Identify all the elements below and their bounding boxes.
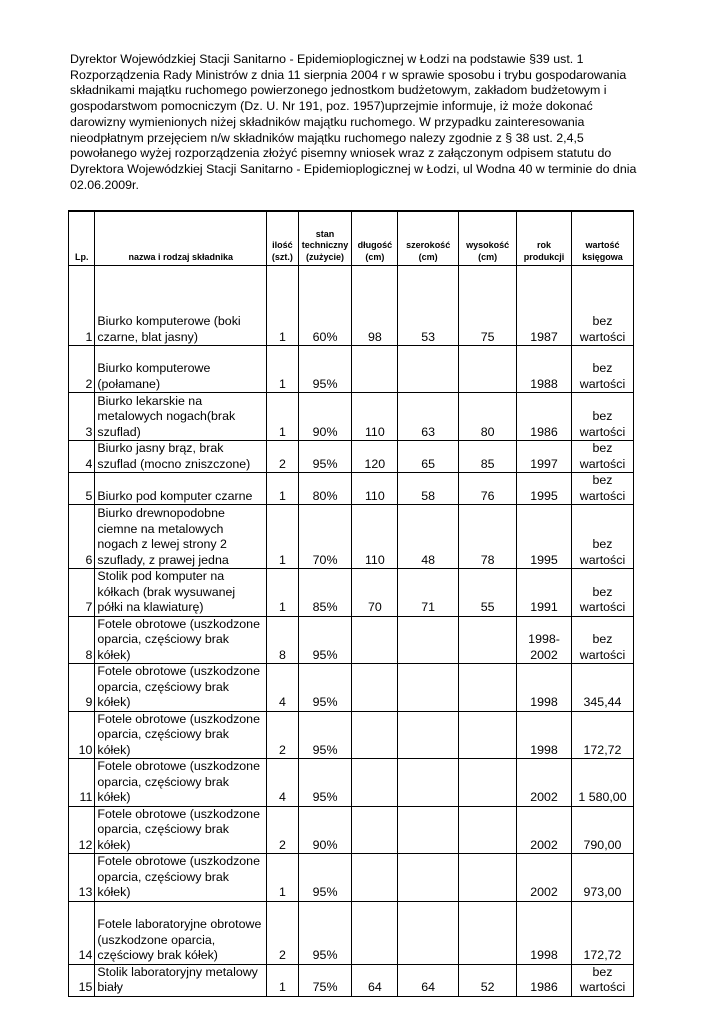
row-name-line: metalowych nogach(brak <box>97 409 236 423</box>
row-length <box>352 759 398 807</box>
row-condition: 80% <box>298 473 352 505</box>
row-name-line: Biurko komputerowe <box>97 361 211 375</box>
row-year-line: 2002 <box>530 837 558 852</box>
header-line: księgowa <box>582 251 623 262</box>
row-value: 172,72 <box>571 711 633 759</box>
table-row <box>69 854 634 902</box>
row-value: bez wartości <box>571 441 633 473</box>
row-name-line: ciemne na metalowych <box>97 521 224 536</box>
row-year <box>517 266 572 346</box>
row-value: 345,44 <box>571 664 633 712</box>
row-lp: 1 <box>69 266 95 346</box>
row-name-line: szuflady, z prawej jedna <box>97 552 229 567</box>
table-header-row <box>69 211 634 266</box>
row-length <box>352 806 398 854</box>
row-year-line: 1995 <box>530 552 558 567</box>
row-width <box>398 664 459 712</box>
row-height <box>459 854 517 902</box>
row-year <box>517 441 572 473</box>
row-condition: 95% <box>298 664 352 712</box>
table-row <box>69 901 634 964</box>
row-name-line: Biurko jasny brąz, brak <box>97 441 224 455</box>
row-qty: 1 <box>267 473 299 505</box>
header-name: nazwa i rodzaj składnika <box>95 211 267 266</box>
row-length <box>352 711 398 759</box>
row-lp: 15 <box>69 964 95 996</box>
row-year-line: 2002 <box>530 790 558 804</box>
table-row <box>69 711 634 759</box>
row-width: 48 <box>398 505 459 569</box>
row-name <box>95 473 267 505</box>
row-condition: 90% <box>298 806 352 854</box>
row-lp: 12 <box>69 806 95 854</box>
row-lp: 11 <box>69 759 95 807</box>
header-line: ilość <box>272 240 293 250</box>
row-year-line: 1998- <box>528 632 560 646</box>
row-qty: 1 <box>267 964 299 996</box>
row-name-line: częściowy brak kółek) <box>97 948 218 962</box>
row-name <box>95 711 267 759</box>
table-row <box>69 393 634 441</box>
row-name <box>95 346 267 393</box>
row-name <box>95 393 267 441</box>
row-length: 98 <box>352 266 398 346</box>
row-year <box>517 346 572 393</box>
row-year <box>517 569 572 617</box>
row-name-line: kółek) <box>97 647 131 662</box>
row-name-line: Fotele obrotowe (uszkodzone <box>97 854 260 868</box>
header-line: (cm) <box>365 251 385 262</box>
row-width <box>398 806 459 854</box>
row-name-line: Biurko drewnopodobne <box>97 506 225 520</box>
row-year-line: 1988 <box>530 376 558 391</box>
row-length: 110 <box>352 505 398 569</box>
row-length <box>352 346 398 393</box>
row-width: 63 <box>398 393 459 441</box>
row-height <box>459 901 517 964</box>
row-length: 64 <box>352 964 398 996</box>
inventory-table <box>68 210 634 997</box>
row-name-line: czarne, blat jasny) <box>97 329 198 344</box>
row-name-line: Fotele obrotowe (uszkodzone <box>97 806 260 821</box>
row-condition: 95% <box>298 346 352 393</box>
header-line: stan <box>315 228 335 239</box>
header-qty <box>267 211 299 266</box>
row-qty: 1 <box>267 346 299 393</box>
row-qty: 1 <box>267 569 299 617</box>
row-name-line: Biurko komputerowe (boki <box>97 314 241 328</box>
row-year-line: 1998 <box>530 695 558 709</box>
table-row <box>69 964 634 996</box>
intro-line: Rozporządzenia Rady Ministrów z dnia 11 sierpnia 2004 r w sprawie sposobu i trybu gospodarowania <box>70 67 627 82</box>
header-lp: Lp. <box>69 211 95 266</box>
row-year-line: 1991 <box>530 600 558 614</box>
row-value: 790,00 <box>571 806 633 854</box>
header-length <box>352 211 398 266</box>
row-qty: 1 <box>267 505 299 569</box>
row-condition: 95% <box>298 441 352 473</box>
table-row <box>69 441 634 473</box>
row-length: 110 <box>352 393 398 441</box>
row-year <box>517 806 572 854</box>
row-width <box>398 759 459 807</box>
row-condition: 60% <box>298 266 352 346</box>
row-qty: 8 <box>267 616 299 664</box>
row-name-line: (uszkodzone oparcia, <box>97 932 216 947</box>
table-row <box>69 806 634 854</box>
row-year <box>517 616 572 664</box>
row-condition: 95% <box>298 711 352 759</box>
row-qty: 2 <box>267 901 299 964</box>
row-lp: 3 <box>69 393 95 441</box>
row-condition: 95% <box>298 616 352 664</box>
row-year <box>517 664 572 712</box>
row-year <box>517 964 572 996</box>
row-value: bez wartości <box>571 569 633 617</box>
row-year-line: 2002 <box>530 885 558 899</box>
row-qty: 4 <box>267 759 299 807</box>
row-year-line: 1997 <box>530 456 558 471</box>
row-length <box>352 664 398 712</box>
intro-line: Dyrektor Wojewódzkiej Stacji Sanitarno - Epidemioplogicznej w Łodzi na podstawie §39 ust. 1 <box>70 52 584 66</box>
row-name <box>95 854 267 902</box>
row-name-line: oparcia, częściowy brak <box>97 632 229 646</box>
row-name-line: Biurko pod komputer czarne <box>97 488 253 503</box>
row-lp: 2 <box>69 346 95 393</box>
row-name-line: kółek) <box>97 742 131 757</box>
row-name <box>95 759 267 807</box>
row-qty: 1 <box>267 854 299 902</box>
row-year <box>517 759 572 807</box>
row-lp: 6 <box>69 505 95 569</box>
row-year <box>517 473 572 505</box>
row-name-line: biały <box>97 980 123 994</box>
header-line: szerokość <box>406 240 451 250</box>
header-line: techniczny <box>301 240 349 250</box>
table-row <box>69 473 634 505</box>
intro-line: gospodarstwom pomocniczym (Dz. U. Nr 191, poz. 1957)uprzejmie informuje, iż może dokonać <box>70 99 593 114</box>
row-height <box>459 616 517 664</box>
header-height <box>459 211 517 266</box>
row-name-line: Fotele laboratoryjne obrotowe <box>97 917 262 931</box>
row-name-line: Fotele obrotowe (uszkodzone <box>97 664 260 678</box>
row-width: 58 <box>398 473 459 505</box>
row-name-line: półki na klawiaturę) <box>97 600 204 614</box>
row-width <box>398 711 459 759</box>
row-length: 110 <box>352 473 398 505</box>
intro-line: Dyrektora Wojewódzkiej Stacji Sanitarno - Epidemioplogicznej w Łodzi, ul Wodna 40 w terminie do dnia <box>70 161 637 176</box>
header-condition <box>298 211 352 266</box>
row-name-line: szuflad) <box>97 424 141 439</box>
header-year <box>517 211 572 266</box>
row-name-line: kółkach (brak wysuwanej <box>97 584 236 599</box>
header-width <box>398 211 459 266</box>
table-row <box>69 664 634 712</box>
row-qty: 4 <box>267 664 299 712</box>
row-lp: 13 <box>69 854 95 902</box>
row-width: 64 <box>398 964 459 996</box>
row-value: bez wartości <box>571 473 633 505</box>
intro-line: powołanego wyżej rozporządzenia złożyć pisemny wniosek wraz z załączonym odpisem statutu do <box>70 146 612 161</box>
row-name <box>95 266 267 346</box>
row-name-line: kółek) <box>97 837 131 852</box>
row-value: bez wartości <box>571 346 633 393</box>
row-width: 71 <box>398 569 459 617</box>
table-row <box>69 616 634 664</box>
row-qty: 1 <box>267 266 299 346</box>
row-height <box>459 346 517 393</box>
row-year-line: 1986 <box>530 424 558 439</box>
row-year <box>517 901 572 964</box>
row-value: 1 580,00 <box>571 759 633 807</box>
row-lp: 9 <box>69 664 95 712</box>
row-name-line: Fotele obrotowe (uszkodzone <box>97 759 260 773</box>
row-year-line: 2002 <box>530 647 558 662</box>
row-length: 70 <box>352 569 398 617</box>
table-row <box>69 266 634 346</box>
row-name <box>95 505 267 569</box>
row-year <box>517 393 572 441</box>
intro-paragraph <box>70 52 650 193</box>
row-value: bez wartości <box>571 616 633 664</box>
header-line: długość <box>357 240 393 250</box>
row-width <box>398 616 459 664</box>
row-width <box>398 854 459 902</box>
row-value: bez wartości <box>571 964 633 996</box>
row-name-line: kółek) <box>97 790 131 804</box>
row-value: bez wartości <box>571 505 633 569</box>
row-condition: 75% <box>298 964 352 996</box>
row-condition: 85% <box>298 569 352 617</box>
header-line: (cm) <box>478 251 498 262</box>
row-name-line: Stolik pod komputer na <box>97 569 225 583</box>
intro-line: 02.06.2009r. <box>70 177 139 192</box>
intro-line: darowizny wymienionych niżej składników majątku ruchomego. W przypadku zainteresowania <box>70 114 585 129</box>
row-height: 55 <box>459 569 517 617</box>
row-height: 80 <box>459 393 517 441</box>
row-year-line: 1987 <box>530 329 558 344</box>
row-width: 65 <box>398 441 459 473</box>
row-name <box>95 806 267 854</box>
row-name-line: szuflad (mocno zniszczone) <box>97 456 251 471</box>
row-year-line: 1998 <box>530 742 558 757</box>
row-name-line: oparcia, częściowy brak <box>97 822 229 836</box>
row-year-line: 1986 <box>530 980 558 994</box>
row-lp: 7 <box>69 569 95 617</box>
header-line: (zużycie) <box>306 251 345 262</box>
header-line: (szt.) <box>271 251 293 262</box>
row-name-line: (połamane) <box>97 376 161 391</box>
table-row <box>69 569 634 617</box>
row-name-line: kółek) <box>97 885 131 899</box>
row-name <box>95 441 267 473</box>
row-value: bez wartości <box>571 266 633 346</box>
table-row <box>69 505 634 569</box>
row-width: 53 <box>398 266 459 346</box>
row-name <box>95 901 267 964</box>
header-line: (cm) <box>418 251 438 262</box>
row-qty: 2 <box>267 711 299 759</box>
row-name-line: oparcia, częściowy brak <box>97 679 229 694</box>
row-height <box>459 664 517 712</box>
row-name-line: Fotele obrotowe (uszkodzone <box>97 711 260 726</box>
row-name-line: Biurko lekarskie na <box>97 393 203 408</box>
row-name-line: nogach z lewej strony 2 <box>97 537 227 551</box>
row-length: 120 <box>352 441 398 473</box>
row-name <box>95 664 267 712</box>
row-lp: 10 <box>69 711 95 759</box>
row-condition: 95% <box>298 854 352 902</box>
row-year-line: 1998 <box>530 948 558 962</box>
header-line: wartość <box>585 240 620 250</box>
row-qty: 2 <box>267 441 299 473</box>
row-name <box>95 616 267 664</box>
table-row <box>69 346 634 393</box>
row-name <box>95 964 267 996</box>
row-height: 76 <box>459 473 517 505</box>
row-lp: 5 <box>69 473 95 505</box>
row-value: bez wartości <box>571 393 633 441</box>
row-name-line: oparcia, częściowy brak <box>97 727 229 741</box>
row-width <box>398 346 459 393</box>
table-row <box>69 759 634 807</box>
row-height <box>459 806 517 854</box>
row-value: 172,72 <box>571 901 633 964</box>
header-line: wysokość <box>466 240 510 250</box>
intro-line: nieodpłatnym przejęciem n/w składników majątku ruchomego nalezy zgodnie z § 38 ust. 2,4,5 <box>70 130 584 145</box>
row-length <box>352 616 398 664</box>
row-name-line: Stolik laboratoryjny metalowy <box>97 964 258 979</box>
row-height <box>459 759 517 807</box>
row-height: 75 <box>459 266 517 346</box>
row-qty: 1 <box>267 393 299 441</box>
row-name-line: kółek) <box>97 695 131 709</box>
header-line: produkcji <box>523 251 565 262</box>
row-condition: 90% <box>298 393 352 441</box>
row-height: 85 <box>459 441 517 473</box>
row-width <box>398 901 459 964</box>
row-year <box>517 711 572 759</box>
intro-line: składnikami majątku ruchomego powierzonego jednostkom budżetowym, zakładom budżetowym i <box>70 83 607 98</box>
row-height <box>459 711 517 759</box>
row-length <box>352 854 398 902</box>
row-name <box>95 569 267 617</box>
row-year <box>517 854 572 902</box>
row-value: 973,00 <box>571 854 633 902</box>
row-lp: 14 <box>69 901 95 964</box>
row-name-line: oparcia, częściowy brak <box>97 869 229 884</box>
row-length <box>352 901 398 964</box>
row-condition: 95% <box>298 901 352 964</box>
row-condition: 95% <box>298 759 352 807</box>
row-qty: 2 <box>267 806 299 854</box>
row-height: 52 <box>459 964 517 996</box>
row-height: 78 <box>459 505 517 569</box>
header-line: rok <box>537 240 552 250</box>
row-condition: 70% <box>298 505 352 569</box>
row-name-line: Fotele obrotowe (uszkodzone <box>97 616 260 631</box>
row-lp: 4 <box>69 441 95 473</box>
header-value <box>571 211 633 266</box>
row-year <box>517 505 572 569</box>
row-year-line: 1995 <box>530 488 558 503</box>
row-lp: 8 <box>69 616 95 664</box>
row-name-line: oparcia, częściowy brak <box>97 774 229 789</box>
